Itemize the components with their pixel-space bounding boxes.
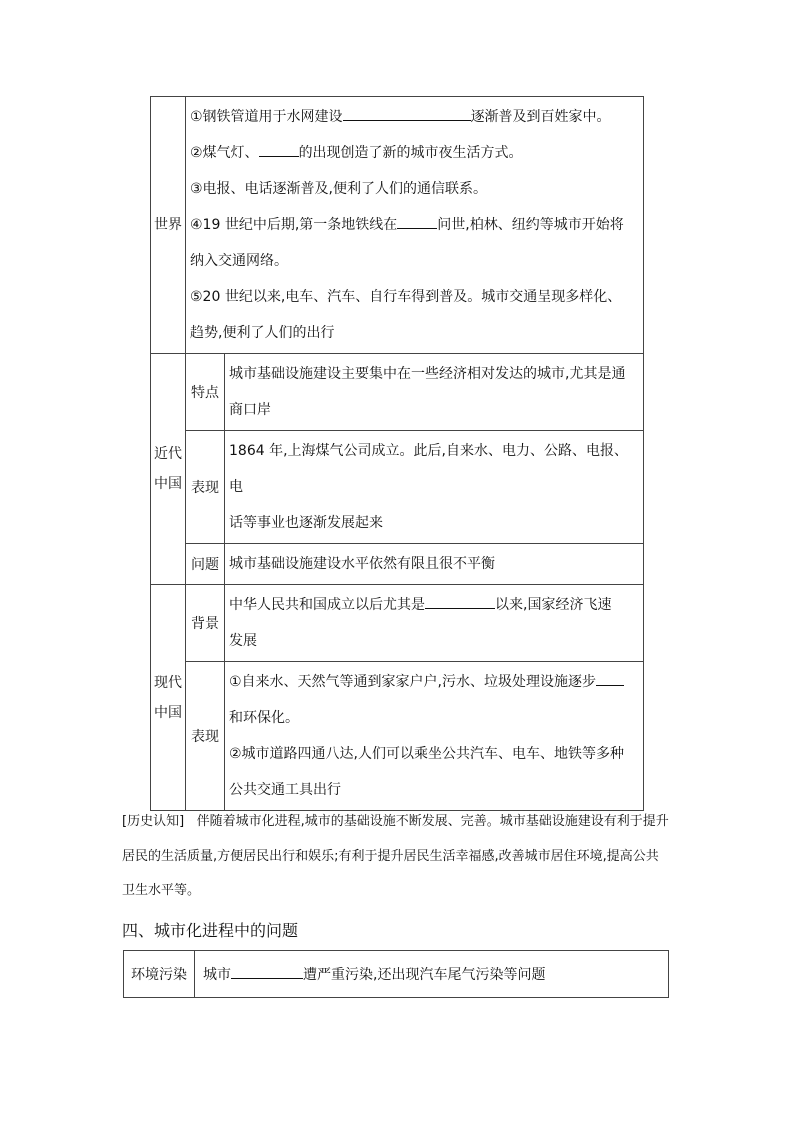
world-line-2: ②煤气灯、 的出现创造了新的城市夜生活方式。 [190, 135, 639, 171]
world-line-5b: 趋势,便利了人们的出行 [190, 325, 335, 341]
problems-table [123, 950, 669, 998]
fill-blank[interactable] [259, 142, 299, 157]
contemporary-background-text: 中华人民共和国成立以后尤其是 以来,国家经济飞速 发展 [225, 585, 644, 662]
label-background: 背景 [186, 585, 225, 662]
fill-blank[interactable] [425, 594, 495, 609]
label-manifestation: 表现 [186, 662, 225, 811]
table-row [151, 662, 644, 811]
fill-blank[interactable] [397, 214, 437, 229]
contemporary-manifestation-text: ①自来水、天然气等通到家家户户,污水、垃圾处理设施逐步 和环保化。 ②城市道路四通八达,人们可以乘坐公共汽车、电车、地铁等多种 公共交通工具出行 [225, 662, 644, 811]
modern-manifestation-text: 1864 年,上海煤气公司成立。此后,自来水、电力、公路、电报、电 话等事业也逐渐发展起来 [225, 431, 644, 544]
table-row [151, 354, 644, 431]
world-line-3: ③电报、电话逐渐普及,便利了人们的通信联系。 [190, 181, 487, 197]
fill-blank[interactable] [231, 964, 303, 979]
note-text: 伴随着城市化进程,城市的基础设施不断发展、完善。城市基础设施建设有利于提升居民的生活质量,方便居民出行和娱乐;有利于提升居民生活幸福感,改善城市居住环境,提高公共卫生水平等。 [122, 814, 669, 898]
label-problem: 问题 [186, 544, 225, 585]
label-manifestation: 表现 [186, 431, 225, 544]
world-line-1: ①钢铁管道用于水网建设 逐渐普及到百姓家中。 [190, 99, 639, 135]
pollution-text: 城市 遭严重污染,还出现汽车尾气污染等问题 [195, 951, 669, 998]
modern-features-text: 城市基础设施建设主要集中在一些经济相对发达的城市,尤其是通 商口岸 [225, 354, 644, 431]
modern-problem-text: 城市基础设施建设水平依然有限且很不平衡 [225, 544, 644, 585]
world-line-5: ⑤20 世纪以来,电车、汽车、自行车得到普及。城市交通呈现多样化、 [190, 289, 622, 305]
row-header-world: 世界 [151, 97, 186, 354]
fill-blank[interactable] [343, 106, 471, 121]
section-heading: 四、城市化进程中的问题 [122, 921, 299, 940]
world-line-4: ④19 世纪中后期,第一条地铁线在 问世,柏林、纽约等城市开始将 [190, 207, 639, 243]
infrastructure-table [150, 96, 644, 811]
label-pollution: 环境污染 [124, 951, 195, 998]
table-row [151, 431, 644, 544]
world-content [186, 97, 644, 354]
world-line-4b: 纳入交通网络。 [190, 253, 288, 269]
table-row [151, 97, 644, 354]
table-row [151, 585, 644, 662]
table-row [151, 544, 644, 585]
note-tag: [历史认知] [122, 814, 185, 829]
row-header-modern-china: 近代 中国 [151, 354, 186, 585]
label-features: 特点 [186, 354, 225, 431]
fill-blank[interactable] [596, 671, 624, 686]
table-row [124, 951, 669, 998]
history-note [122, 805, 670, 909]
row-header-contemporary-china: 现代 中国 [151, 585, 186, 811]
